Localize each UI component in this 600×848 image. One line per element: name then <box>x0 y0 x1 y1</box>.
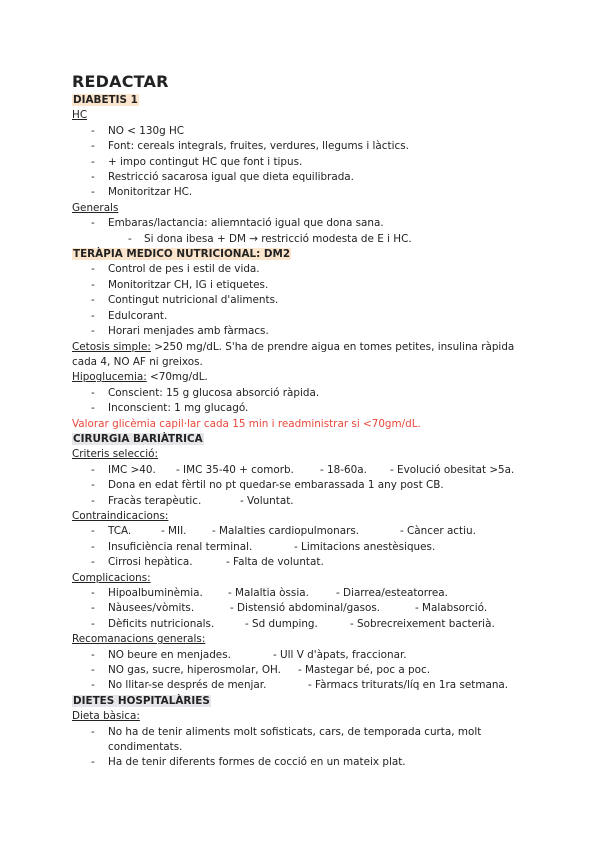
list-item: - Monitoritzar HC. <box>72 185 542 200</box>
list-item: - Cirrosi hepàtica. - Falta de voluntat. <box>72 555 542 570</box>
subheading-dieta-basica: Dieta bàsica: <box>72 710 140 723</box>
list-item: - NO < 130g HC <box>72 124 542 139</box>
list-item: - Dona en edat fèrtil no pt quedar-se embarassada 1 any post CB. <box>72 478 542 493</box>
list-item: - + impo contingut HC que font i tipus. <box>72 155 542 170</box>
list-item: - Ha de tenir diferents formes de cocció en un mateix plat. <box>72 755 542 770</box>
list-item: - Nàusees/vòmits. - Distensió abdominal/gasos. - Malabsorció. <box>72 601 542 616</box>
list-item: - Edulcorant. <box>72 309 542 324</box>
section-heading-dietes: DIETES HOSPITALÀRIES <box>73 694 210 707</box>
warning-text: Valorar glicèmia capil·lar cada 15 min i readministrar si <70gm/dL. <box>72 417 421 430</box>
document-page <box>72 71 542 771</box>
list-item: - No llitar-se després de menjar. - Fàrmacs triturats/líq en 1ra setmana. <box>72 678 542 693</box>
list-item: - Monitoritzar CH, IG i etiquetes. <box>72 278 542 293</box>
list-item: - Dèficits nutricionals. - Sd dumping. - Sobrecreixement bacterià. <box>72 617 542 632</box>
list-item: - NO gas, sucre, hiperosmolar, OH. - Mastegar bé, poc a poc. <box>72 663 542 678</box>
list-item: - Horari menjades amb fàrmacs. <box>72 324 542 339</box>
sub-list-item: - Si dona ibesa + DM → restricció modesta de E i HC. <box>72 232 542 247</box>
cetosis-label: Cetosis simple: <box>72 340 151 353</box>
list-item: - Inconscient: 1 mg glucagó. <box>72 401 542 416</box>
subheading-criteris: Criteris selecció: <box>72 448 159 461</box>
list-item: - Embaras/lactancia: aliemntació igual que dona sana. <box>72 216 542 231</box>
list-item: - Control de pes i estil de vida. <box>72 262 542 277</box>
section-heading-dm2: TERÀPIA MEDICO NUTRICIONAL: DM2 <box>73 248 291 261</box>
subheading-recomanacions: Recomanacions generals: <box>72 633 206 646</box>
subheading-complicacions: Complicacions: <box>72 571 151 584</box>
hipoglucemia-label: Hipoglucemia: <box>72 371 147 384</box>
list-item: - IMC >40. - IMC 35-40 + comorb. - 18-60a. - Evolució obesitat >5a. <box>72 463 542 478</box>
list-item: - Contingut nutricional d'aliments. <box>72 293 542 308</box>
hipoglucemia-text: <70mg/dL. <box>146 371 208 384</box>
hipoglucemia-paragraph <box>72 370 542 385</box>
list-item: - NO beure en menjades. - Ull V d'àpats, fraccionar. <box>72 648 542 663</box>
list-item: - Hipoalbuminèmia. - Malaltia òssia. - Diarrea/esteatorrea. <box>72 586 542 601</box>
section-heading-cirurgia: CIRURGIA BARIÀTRICA <box>73 432 203 445</box>
cetosis-text: >250 mg/dL. S'ha de prendre aigua en tomes petites, insulina ràpida cada 4, NO AF ni greixos. <box>72 340 515 368</box>
subheading-hc: HC <box>72 109 88 122</box>
list-item: - No ha de tenir aliments molt sofisticats, cars, de temporada curta, molt condimentats. <box>72 725 542 756</box>
subheading-generals: Generals <box>72 201 119 214</box>
list-item: - Insuficiència renal terminal. - Limitacions anestèsiques. <box>72 540 542 555</box>
section-heading-diabetis1: DIABETIS 1 <box>73 94 138 106</box>
list-item: - TCA. - MII. - Malalties cardiopulmonars. - Càncer actiu. <box>72 524 542 539</box>
list-item: - Conscient: 15 g glucosa absorció ràpida. <box>72 386 542 401</box>
subheading-contraindicacions: Contraindicacions: <box>72 509 169 522</box>
list-item: - Restricció sacarosa igual que dieta equilibrada. <box>72 170 542 185</box>
list-item: - Fracàs terapèutic. - Voluntat. <box>72 494 542 509</box>
page-title: REDACTAR <box>72 72 169 91</box>
list-item: - Font: cereals integrals, fruites, verdures, llegums i làctics. <box>72 139 542 154</box>
cetosis-paragraph <box>72 340 542 371</box>
